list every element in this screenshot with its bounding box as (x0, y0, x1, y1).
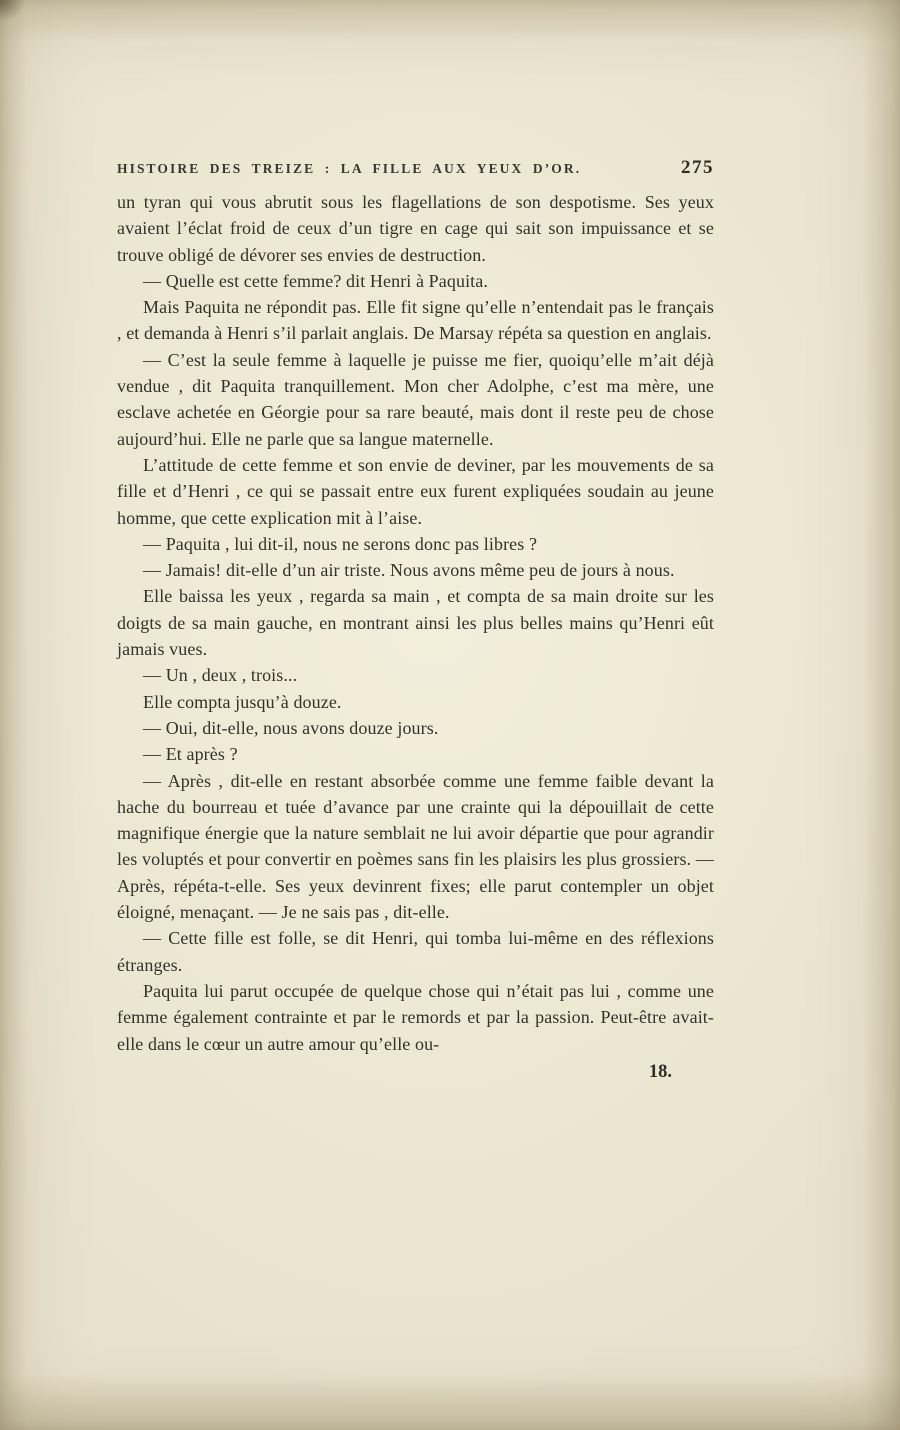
paragraph: — C’est la seule femme à laquelle je puisse me fier, quoiqu’elle m’ait déjà vendue , dit Paquita tranquillement. Mon cher Adolphe, c’est ma mère, une esclave achetée en Géorgie pour sa rare beauté, mais dont il reste peu de chose aujourd’hui. Elle ne parle que sa langue maternelle. (117, 349, 714, 449)
paragraph: — Jamais! dit-elle d’un air triste. Nous avons même peu de jours à nous. (143, 560, 675, 581)
page-number: 275 (681, 157, 714, 178)
running-title: HISTOIRE DES TREIZE : LA FILLE AUX YEUX D’OR. (117, 161, 582, 176)
paragraph: — Et après ? (143, 744, 238, 765)
paragraph: L’attitude de cette femme et son envie de deviner, par les mouvements de sa fille et d’Henri , ce qui se passait entre eux furent expliquées soudain au jeune homme, que cette explication mit à l’aise. (117, 454, 714, 528)
paragraph: — Cette fille est folle, se dit Henri, qui tomba lui-même en des réflexions étranges. (117, 928, 714, 975)
signature-mark: 18. (648, 1061, 672, 1082)
page-content (117, 157, 714, 1083)
running-header (117, 157, 714, 179)
paragraph: Mais Paquita ne répondit pas. Elle fit signe qu’elle n’entendait pas le français , et demanda à Henri s’il parlait anglais. De Marsay répéta sa question en anglais. (117, 297, 714, 344)
paragraph: — Après , dit-elle en restant absorbée comme une femme faible devant la hache du bourreau et tuée d’avance par une crainte qui la dépouillait de cette magnifique énergie que la nature semblait ne lui avoir départie que pour agrandir les voluptés et pour convertir en poèmes sans fin les plaisirs les plus grossiers. — Après, répéta-t-elle. Ses yeux devinrent fixes; elle parut contempler un objet éloigné, menaçant. — Je ne sais pas , dit-elle. (117, 770, 714, 923)
paragraph: un tyran qui vous abrutit sous les flagellations de son despotisme. Ses yeux avaient l’éclat froid de ceux d’un tigre en cage qui sait son impuissance et se trouve obligé de dévorer ses envies de destruction. (117, 192, 714, 265)
paragraph: Paquita lui parut occupée de quelque chose qui n’était pas lui , comme une femme également contrainte et par le remords et par la passion. Peut-être avait-elle dans le cœur un autre amour qu’elle ou- (117, 980, 714, 1054)
paragraph: — Paquita , lui dit-il, nous ne serons donc pas libres ? (143, 533, 538, 554)
paragraph: — Un , deux , trois... (143, 665, 298, 686)
paragraph: Elle compta jusqu’à douze. (143, 691, 342, 712)
paragraph: — Oui, dit-elle, nous avons douze jours. (143, 717, 439, 738)
body-text (117, 189, 714, 1057)
paragraph: Elle baissa les yeux , regarda sa main , et compta de sa main droite sur les doigts de sa main gauche, en montrant ainsi les plus belles mains qu’Henri eût jamais vues. (117, 586, 714, 660)
paragraph: — Quelle est cette femme? dit Henri à Paquita. (143, 270, 488, 291)
